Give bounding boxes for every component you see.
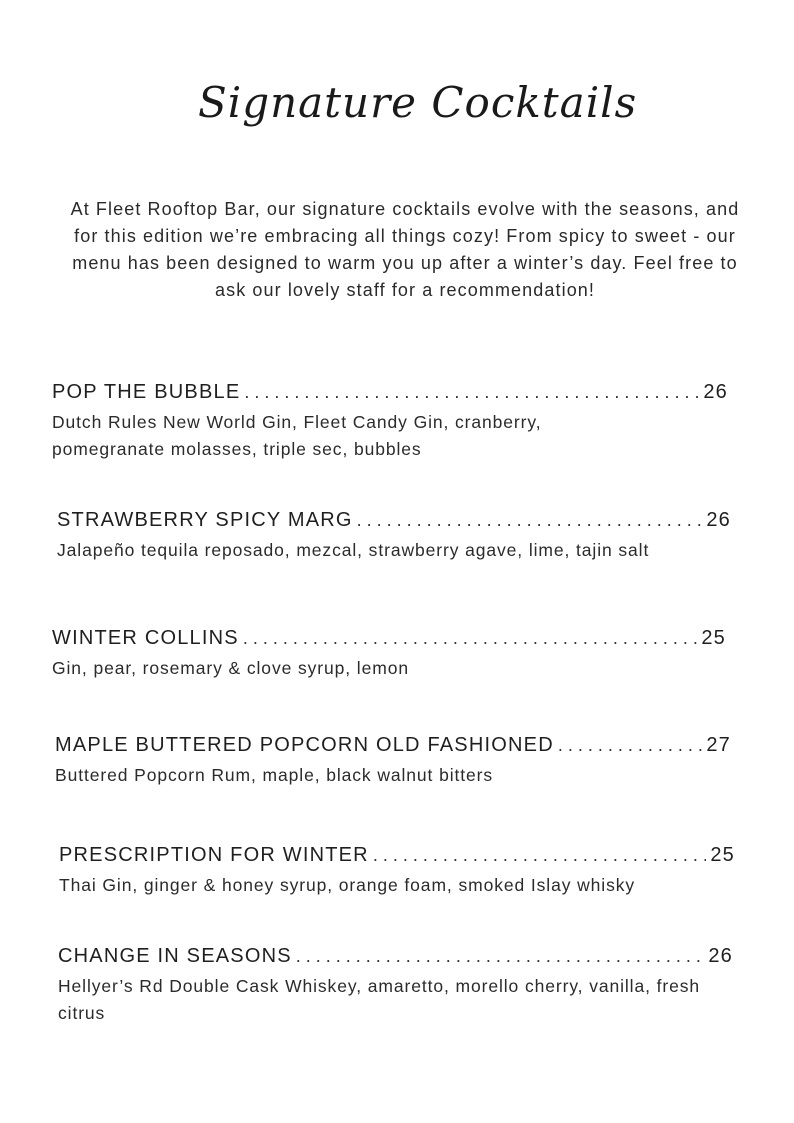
dot-leader: [243, 628, 698, 649]
menu-item: [55, 734, 731, 789]
item-price: 25: [710, 844, 735, 866]
dot-leader: [373, 845, 707, 866]
item-price: 26: [703, 381, 728, 403]
item-description: Gin, pear, rosemary & clove syrup, lemon: [52, 658, 409, 678]
item-description: Dutch Rules New World Gin, Fleet Candy Gin, cranberry, pomegranate molasses, triple sec, bubbles: [52, 412, 542, 459]
dot-leader: [296, 946, 705, 967]
item-name: CHANGE IN SEASONS: [58, 945, 292, 967]
item-name: POP THE BUBBLE: [52, 381, 241, 403]
item-price: 25: [701, 627, 726, 649]
item-description: Jalapeño tequila reposado, mezcal, strawberry agave, lime, tajin salt: [57, 540, 650, 560]
item-name: WINTER COLLINS: [52, 627, 239, 649]
item-description: Thai Gin, ginger & honey syrup, orange foam, smoked Islay whisky: [59, 875, 636, 895]
dot-leader: [244, 382, 699, 403]
item-price: 26: [708, 945, 733, 967]
intro-paragraph: At Fleet Rooftop Bar, our signature cocktails evolve with the seasons, and for this edition we’re embracing all things cozy! From spicy to sweet - our menu has been designed to warm you up after a winter’s day. Feel free to ask our lovely staff for a recommendation!: [70, 199, 740, 300]
menu-item: [52, 627, 726, 682]
menu-item: [57, 509, 731, 564]
item-price: 26: [706, 509, 731, 531]
item-name: MAPLE BUTTERED POPCORN OLD FASHIONED: [55, 734, 554, 756]
item-description: Hellyer’s Rd Double Cask Whiskey, amaretto, morello cherry, vanilla, fresh citrus: [58, 976, 701, 1023]
menu-item: [52, 381, 728, 463]
item-description: Buttered Popcorn Rum, maple, black walnut bitters: [55, 765, 494, 785]
item-name: STRAWBERRY SPICY MARG: [57, 509, 353, 531]
menu-item: [59, 844, 735, 899]
dot-leader: [558, 735, 703, 756]
item-name: PRESCRIPTION FOR WINTER: [59, 844, 369, 866]
menu-item: [58, 945, 733, 1027]
menu-title: Signature Cocktails: [198, 78, 638, 127]
dot-leader: [357, 510, 703, 531]
item-price: 27: [706, 734, 731, 756]
